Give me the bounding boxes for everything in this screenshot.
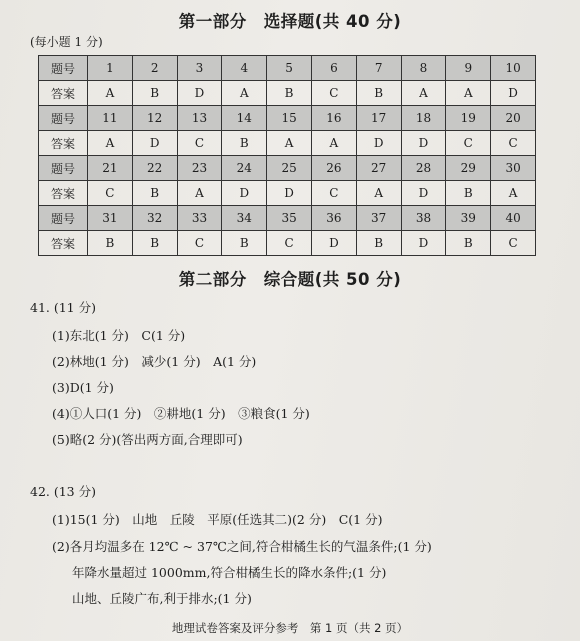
- answer-cell: C: [491, 131, 536, 156]
- question-number-cell: 11: [88, 106, 133, 131]
- question-number-cell: 32: [132, 206, 177, 231]
- question-number-cell: 10: [491, 56, 536, 81]
- page-footer: 地理试卷答案及评分参考 第 1 页（共 2 页）: [171, 621, 409, 635]
- answer-cell: C: [88, 181, 133, 206]
- answer-cell: B: [132, 81, 177, 106]
- row-label-answer: 答案: [39, 81, 88, 106]
- answer-cell: C: [177, 131, 222, 156]
- answer-cell: C: [446, 131, 491, 156]
- q41-line-3: (3)D(1 分): [52, 380, 114, 395]
- question-number-cell: 18: [401, 106, 446, 131]
- question-number-cell: 3: [177, 56, 222, 81]
- answer-cell: A: [222, 81, 267, 106]
- answer-cell: B: [88, 231, 133, 256]
- answer-cell: C: [311, 181, 356, 206]
- row-label-answer: 答案: [39, 131, 88, 156]
- question-number-cell: 27: [356, 156, 401, 181]
- question-number-cell: 14: [222, 106, 267, 131]
- answer-cell: B: [132, 231, 177, 256]
- question-number-cell: 23: [177, 156, 222, 181]
- answer-row: [39, 231, 536, 256]
- answer-cell: A: [356, 181, 401, 206]
- answer-cell: B: [446, 181, 491, 206]
- answer-cell: C: [177, 231, 222, 256]
- question-number-cell: 31: [88, 206, 133, 231]
- question-number-row: [39, 106, 536, 131]
- question-number-cell: 28: [401, 156, 446, 181]
- part1-title: 第一部分 选择题(共 40 分): [178, 12, 402, 31]
- answer-cell: D: [222, 181, 267, 206]
- question-number-cell: 12: [132, 106, 177, 131]
- answer-cell: A: [177, 181, 222, 206]
- answer-cell: B: [222, 131, 267, 156]
- answer-cell: D: [311, 231, 356, 256]
- q42-line-2: (2)各月均温多在 12℃ ~ 37℃之间,符合柑橘生长的气温条件;(1 分): [52, 539, 432, 554]
- question-number-cell: 36: [311, 206, 356, 231]
- question-number-cell: 26: [311, 156, 356, 181]
- q42-line-3: 年降水量超过 1000mm,符合柑橘生长的降水条件;(1 分): [72, 565, 387, 580]
- question-number-cell: 2: [132, 56, 177, 81]
- answer-cell: C: [267, 231, 312, 256]
- answer-cell: D: [177, 81, 222, 106]
- answer-cell: A: [88, 131, 133, 156]
- q41-line-2: (2)林地(1 分) 减少(1 分) A(1 分): [52, 354, 257, 369]
- answer-cell: B: [446, 231, 491, 256]
- q42-line-1: (1)15(1 分) 山地 丘陵 平原(任选其二)(2 分) C(1 分): [52, 512, 383, 527]
- answer-cell: B: [267, 81, 312, 106]
- question-number-cell: 21: [88, 156, 133, 181]
- question-number-cell: 5: [267, 56, 312, 81]
- q42-header: 42. (13 分): [30, 484, 96, 499]
- question-number-cell: 34: [222, 206, 267, 231]
- question-number-cell: 8: [401, 56, 446, 81]
- question-number-cell: 20: [491, 106, 536, 131]
- answer-cell: D: [267, 181, 312, 206]
- question-number-cell: 29: [446, 156, 491, 181]
- question-number-cell: 15: [267, 106, 312, 131]
- answer-cell: D: [356, 131, 401, 156]
- question-number-row: [39, 206, 536, 231]
- answer-cell: C: [491, 231, 536, 256]
- row-label-question: 题号: [39, 106, 88, 131]
- question-number-cell: 39: [446, 206, 491, 231]
- answer-cell: D: [491, 81, 536, 106]
- question-number-cell: 16: [311, 106, 356, 131]
- question-number-cell: 25: [267, 156, 312, 181]
- answer-cell: A: [88, 81, 133, 106]
- row-label-answer: 答案: [39, 181, 88, 206]
- row-label-question: 题号: [39, 206, 88, 231]
- answer-cell: D: [132, 131, 177, 156]
- question-number-cell: 4: [222, 56, 267, 81]
- question-number-cell: 33: [177, 206, 222, 231]
- question-number-cell: 7: [356, 56, 401, 81]
- question-number-cell: 37: [356, 206, 401, 231]
- q41-header: 41. (11 分): [30, 300, 96, 315]
- answer-cell: A: [267, 131, 312, 156]
- q41-line-4: (4)①人口(1 分) ②耕地(1 分) ③粮食(1 分): [52, 406, 310, 421]
- question-number-cell: 1: [88, 56, 133, 81]
- answer-table: [38, 55, 536, 256]
- question-number-cell: 6: [311, 56, 356, 81]
- answer-cell: D: [401, 131, 446, 156]
- answer-cell: B: [222, 231, 267, 256]
- question-number-cell: 22: [132, 156, 177, 181]
- answer-row: [39, 181, 536, 206]
- question-number-cell: 17: [356, 106, 401, 131]
- q41-line-1: (1)东北(1 分) C(1 分): [52, 328, 186, 343]
- part1-note: (每小题 1 分): [30, 35, 103, 49]
- row-label-question: 题号: [39, 156, 88, 181]
- question-number-cell: 35: [267, 206, 312, 231]
- question-number-cell: 19: [446, 106, 491, 131]
- answer-row: [39, 131, 536, 156]
- question-number-cell: 40: [491, 206, 536, 231]
- answer-cell: D: [401, 181, 446, 206]
- answer-cell: B: [356, 231, 401, 256]
- answer-row: [39, 81, 536, 106]
- answer-cell: B: [356, 81, 401, 106]
- question-number-cell: 9: [446, 56, 491, 81]
- row-label-question: 题号: [39, 56, 88, 81]
- q41-line-5: (5)略(2 分)(答出两方面,合理即可): [52, 432, 243, 447]
- question-number-cell: 13: [177, 106, 222, 131]
- answer-cell: A: [401, 81, 446, 106]
- answer-cell: A: [311, 131, 356, 156]
- answer-cell: D: [401, 231, 446, 256]
- part2-title: 第二部分 综合题(共 50 分): [178, 270, 402, 289]
- question-number-cell: 24: [222, 156, 267, 181]
- answer-cell: B: [132, 181, 177, 206]
- answer-cell: C: [311, 81, 356, 106]
- row-label-answer: 答案: [39, 231, 88, 256]
- q42-line-4: 山地、丘陵广布,利于排水;(1 分): [72, 591, 252, 606]
- question-number-cell: 38: [401, 206, 446, 231]
- question-number-row: [39, 56, 536, 81]
- question-number-row: [39, 156, 536, 181]
- answer-cell: A: [446, 81, 491, 106]
- question-number-cell: 30: [491, 156, 536, 181]
- answer-cell: A: [491, 181, 536, 206]
